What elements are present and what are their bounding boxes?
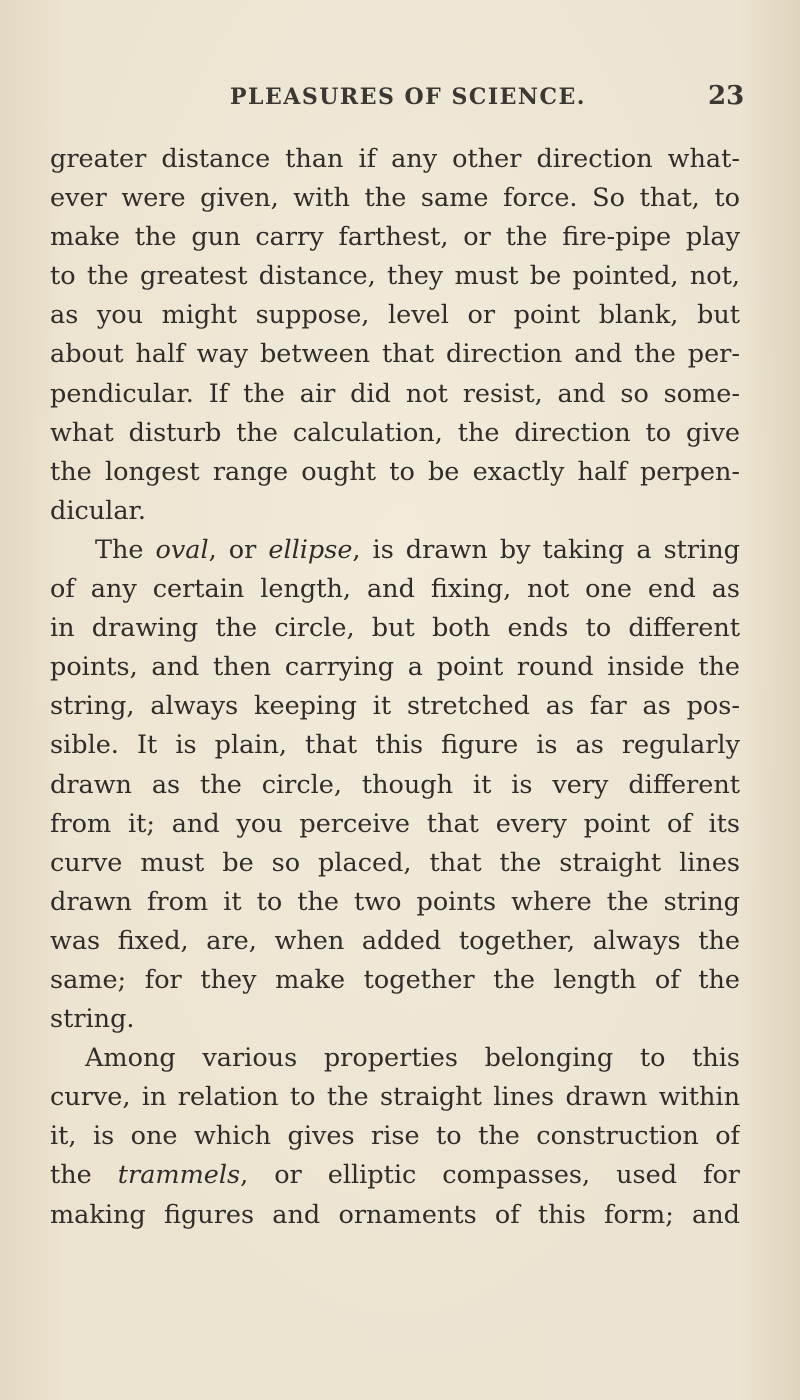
text-line: of any certain length, and fixing, not one end as	[50, 574, 740, 605]
paragraph-1	[50, 140, 740, 531]
text-line: The oval, or ellipse, is drawn by taking a string	[95, 534, 740, 565]
text-line: Among various properties belonging to this	[85, 1043, 740, 1074]
text-line: drawn as the circle, though it is very different	[50, 769, 740, 800]
text-line: what disturb the calculation, the direction to give	[50, 417, 740, 448]
text-line: same; for they make together the length of the	[50, 964, 740, 995]
text-line: sible. It is plain, that this figure is as regularly	[50, 730, 740, 761]
page-number: 23	[708, 81, 745, 111]
page-header	[0, 81, 800, 118]
text-line: about half way between that direction and the per-	[50, 339, 740, 370]
text-line: making figures and ornaments of this form; and	[50, 1199, 740, 1230]
text-line: string, always keeping it stretched as far as pos-	[50, 691, 740, 722]
text-line: in drawing the circle, but both ends to different	[50, 613, 740, 644]
text-line: it, is one which gives rise to the construction of	[50, 1121, 740, 1152]
text-line: ever were given, with the same force. So that, to	[50, 183, 740, 214]
text-line: was fixed, are, when added together, always the	[50, 925, 740, 956]
running-head: PLEASURES OF SCIENCE.	[230, 84, 586, 110]
text-line: points, and then carrying a point round inside the	[50, 652, 740, 683]
text-line: the longest range ought to be exactly half perpen-	[50, 456, 740, 487]
text-line: drawn from it to the two points where the string	[50, 886, 740, 917]
text-line: make the gun carry farthest, or the fire-pipe play	[50, 222, 740, 253]
text-line: the trammels, or elliptic compasses, used for	[50, 1160, 740, 1191]
text-line: as you might suppose, level or point blank, but	[50, 300, 740, 331]
text-line: to the greatest distance, they must be pointed, not,	[50, 261, 740, 292]
paragraph-3	[50, 1039, 740, 1234]
text-line: from it; and you perceive that every point of its	[50, 808, 740, 839]
text-line: curve must be so placed, that the straight lines	[50, 847, 740, 878]
paragraph-2	[50, 531, 740, 1039]
text-line: greater distance than if any other direction what-	[50, 144, 740, 174]
text-line: pendicular. If the air did not resist, and so some-	[50, 378, 740, 409]
text-line: dicular.	[50, 495, 147, 526]
body-text	[50, 140, 740, 1235]
text-line: curve, in relation to the straight lines drawn within	[50, 1082, 740, 1113]
text-line: string.	[50, 1004, 135, 1035]
